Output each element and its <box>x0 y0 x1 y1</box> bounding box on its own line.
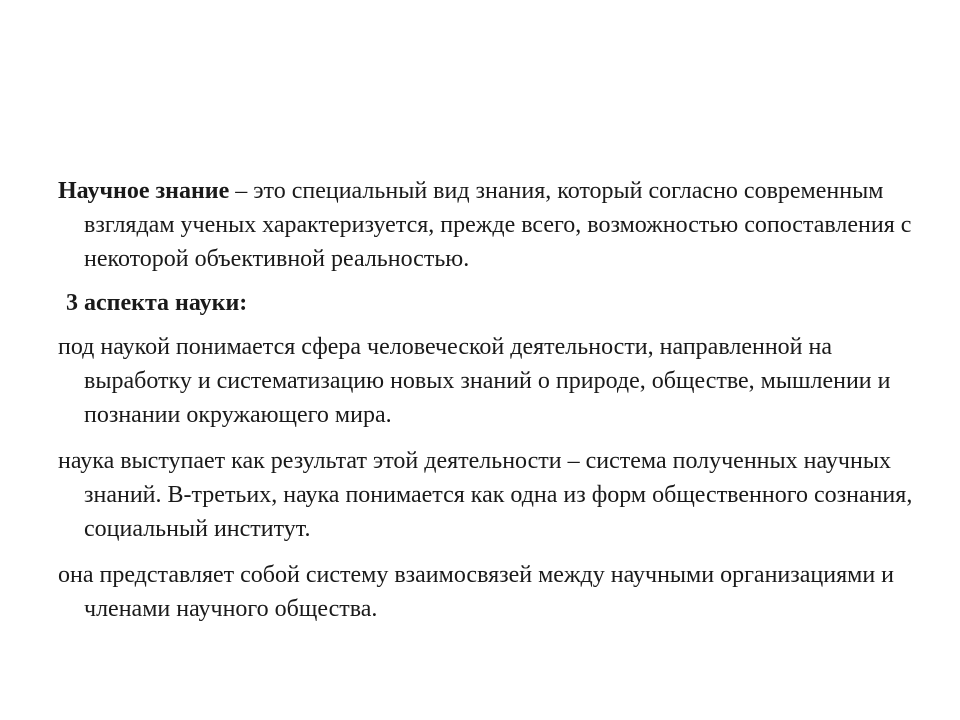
aspect-paragraph-3: она представляет собой систему взаимосвязей между научными организациями и членами научного общества. <box>58 562 895 622</box>
intro-text: – это специальный вид знания, который согласно современным взглядам ученых характеризуется, прежде всего, возможностью сопоставления с некоторой объективной реальностью. <box>84 178 912 272</box>
term-scientific-knowledge: Научное знание <box>58 178 230 204</box>
aspect-paragraph-1: под наукой понимается сфера человеческой деятельности, направленной на выработку и систематизацию новых знаний о природе, обществе, мышлении и познании окружающего мира. <box>58 334 891 428</box>
aspect-paragraph-2: наука выступает как результат этой деятельности – система полученных научных знаний. В-третьих, наука понимается как одна из форм общественного сознания, социальный институт. <box>58 448 913 542</box>
aspects-heading: 3 аспекта науки: <box>66 290 248 316</box>
intro-paragraph <box>58 174 918 276</box>
slide-content <box>58 174 918 638</box>
